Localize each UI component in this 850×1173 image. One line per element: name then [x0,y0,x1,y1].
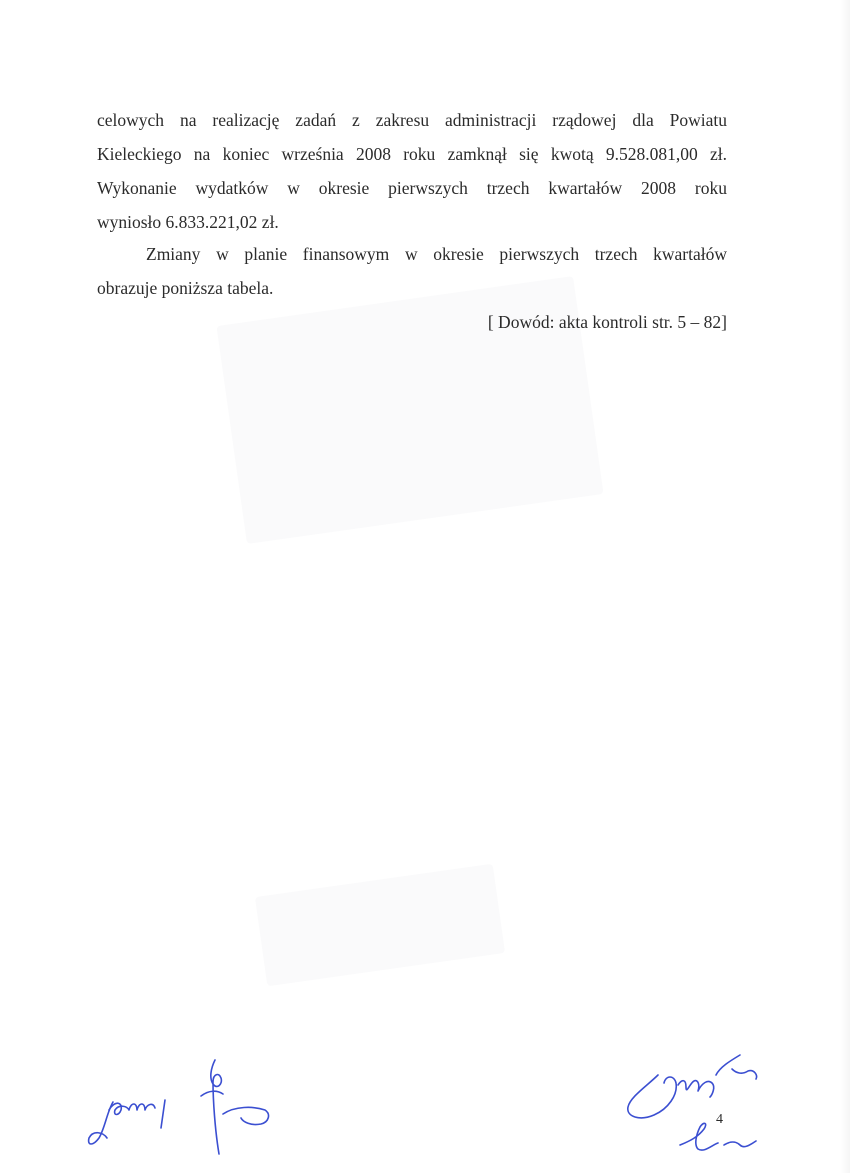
text-line: Wykonanie wydatków w okresie pierwszych trzech kwartałów 2008 roku [97,178,727,198]
handwritten-signature-right [620,1045,770,1160]
bleed-through-artifact [255,864,505,987]
text-line: Zmiany w planie finansowym w okresie pierwszych trzech kwartałów [146,244,727,264]
text-line: obrazuje poniższa tabela. [97,278,274,298]
paragraph-budget-summary [97,103,727,239]
evidence-reference: [ Dowód: akta kontroli str. 5 – 82] [487,312,727,332]
paragraph-plan-changes [97,237,727,305]
handwritten-signature-left [85,1050,285,1160]
page-number: 4 [716,1112,723,1127]
scan-edge-shadow [840,0,850,1173]
text-line: celowych na realizację zadań z zakresu administracji rządowej dla Powiatu [97,110,727,130]
text-line: wyniosło 6.833.221,02 zł. [97,212,279,232]
text-line: Kieleckiego na koniec września 2008 roku zamknął się kwotą 9.528.081,00 zł. [97,144,727,164]
